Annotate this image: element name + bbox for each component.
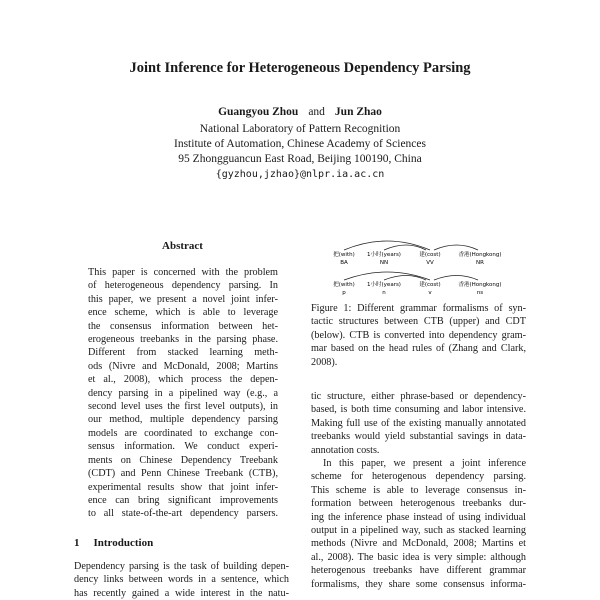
abstract-line: ments on Chinese Dependency Treebank bbox=[88, 454, 278, 466]
abstract-line: dency parsing in a pipelined way (e.g., a bbox=[88, 387, 278, 399]
abstract-line: the consensus information between het- bbox=[88, 320, 278, 332]
intro-line: Dependency parsing is the task of building depen- bbox=[74, 561, 289, 572]
abstract-line: our method, multiple dependency parsing bbox=[88, 414, 278, 426]
author-line bbox=[0, 106, 600, 118]
dependency-arc bbox=[384, 245, 426, 250]
abstract-line: (CDT) and Penn Chinese Treebank (CTB), bbox=[88, 468, 278, 480]
abstract-line: sensus information. We conduct experi- bbox=[88, 441, 278, 453]
body-line: al., 2008). The basic idea is very simple: although bbox=[311, 551, 526, 563]
caption-line: mar based on the head rules of (Zhang and Clark, bbox=[311, 343, 526, 355]
dependency-diagram bbox=[322, 238, 512, 300]
abstract-line: ods (Nivre and McDonald, 2008; Martins bbox=[88, 360, 278, 372]
body-line: output in a pipelined way, such as stacked learning bbox=[311, 525, 526, 537]
abstract-line: of heterogeneous dependency parsing. In bbox=[88, 280, 278, 292]
body-line: heterogenous treebanks have different grammar bbox=[311, 565, 526, 577]
section-number: 1 bbox=[74, 537, 80, 549]
figure-tag: VV bbox=[426, 260, 434, 266]
caption-line: (below). CTB is converted into dependency gram- bbox=[311, 329, 526, 341]
author-conjunction: and bbox=[308, 106, 325, 118]
body-line: treebanks would yield substantial savings in data- bbox=[311, 431, 526, 443]
intro-line: has recently gained a wide interest in the natu- bbox=[74, 587, 289, 599]
figure-word: 1小时(years) bbox=[367, 282, 401, 288]
dependency-arc bbox=[434, 276, 478, 281]
caption-line: Figure 1: Different grammar formalisms of syn- bbox=[311, 303, 526, 314]
caption-line: 2008). bbox=[311, 356, 338, 368]
intro-body bbox=[74, 560, 289, 600]
figure-tag: NR bbox=[476, 260, 484, 266]
paper-title: Joint Inference for Heterogeneous Dependency Parsing bbox=[129, 60, 471, 76]
figure-word: 香港(Hongkong) bbox=[458, 282, 502, 288]
body-line: based, is both time consuming and labor intensive. bbox=[311, 404, 526, 416]
right-column-body bbox=[311, 390, 526, 591]
figure-word: 把(with) bbox=[333, 282, 355, 288]
abstract-line: this paper, we present a novel joint infer- bbox=[88, 293, 278, 305]
abstract-body bbox=[88, 266, 278, 521]
figure-tag: ns bbox=[476, 290, 484, 296]
abstract-line: to all state-of-the-art dependency parsers. bbox=[88, 508, 278, 520]
figure-word: 建(cost) bbox=[419, 252, 441, 258]
section-title: Introduction bbox=[93, 537, 154, 549]
caption-line: tactic structures between CTB (upper) and CDT bbox=[311, 316, 526, 328]
figure-tag: n bbox=[382, 290, 386, 296]
figure-word: 建(cost) bbox=[419, 282, 441, 288]
body-line: scheme for heterogenous dependency parsing. bbox=[311, 471, 526, 483]
abstract-line: models are coordinated to exchange con- bbox=[88, 427, 278, 439]
body-line: ing the inference phase instead of using individual bbox=[311, 511, 526, 523]
abstract-line: erogeneous treebanks in the parsing phase. bbox=[88, 334, 278, 346]
abstract-line: Different from stacked learning meth- bbox=[88, 347, 278, 359]
dependency-arc bbox=[434, 245, 478, 250]
body-line: formalisms, they share some consensus informa- bbox=[311, 578, 526, 590]
abstract-line: experimental results show that joint infer- bbox=[88, 481, 278, 493]
abstract-line: second level uses the first level outputs), in bbox=[88, 401, 278, 413]
section-heading bbox=[74, 537, 167, 549]
affiliation-line: National Laboratory of Pattern Recognition bbox=[199, 123, 401, 135]
figure-tag: BA bbox=[340, 260, 348, 266]
body-line: tic structure, either phrase-based or dependency- bbox=[311, 391, 526, 402]
body-line: annotation costs. bbox=[311, 444, 380, 456]
abstract-line: et al., 2008), which process the depen- bbox=[88, 374, 278, 386]
author-name: Guangyou Zhou bbox=[218, 106, 299, 118]
figure-word: 1小时(years) bbox=[367, 252, 401, 258]
dependency-arc bbox=[384, 276, 426, 281]
figure-tag: p bbox=[342, 290, 346, 296]
body-line: formation between heterogenous treebanks dur- bbox=[311, 498, 526, 510]
body-line: This scheme is able to leverage consensus in- bbox=[311, 484, 526, 496]
affiliation-line: 95 Zhongguancun East Road, Beijing 100190, China bbox=[178, 153, 422, 165]
abstract-heading: Abstract bbox=[162, 240, 203, 252]
body-line: methods (Nivre and McDonald, 2008; Martins et bbox=[311, 538, 526, 550]
author-name: Jun Zhao bbox=[334, 106, 382, 118]
figure-word: 香港(Hongkong) bbox=[458, 252, 502, 258]
figure-caption bbox=[311, 302, 526, 369]
figure-tag: NN bbox=[379, 260, 389, 266]
figure-tag: v bbox=[428, 290, 432, 296]
intro-line: dency links between words in a sentence, which bbox=[74, 574, 289, 586]
author-email: {gyzhou,jzhao}@nlpr.ia.ac.cn bbox=[215, 169, 385, 180]
figure-word: 把(with) bbox=[333, 252, 355, 258]
body-line: In this paper, we present a joint inference bbox=[323, 458, 526, 470]
affiliation-line: Institute of Automation, Chinese Academy of Sciences bbox=[174, 138, 426, 150]
body-line: Making full use of the existing manually annotated bbox=[311, 417, 526, 429]
abstract-line: ence can bring significant improvements bbox=[88, 494, 278, 506]
abstract-line: ence scheme, which is able to leverage bbox=[88, 307, 278, 319]
abstract-line: This paper is concerned with the problem bbox=[88, 267, 278, 278]
figure-dependency-trees bbox=[322, 238, 512, 300]
